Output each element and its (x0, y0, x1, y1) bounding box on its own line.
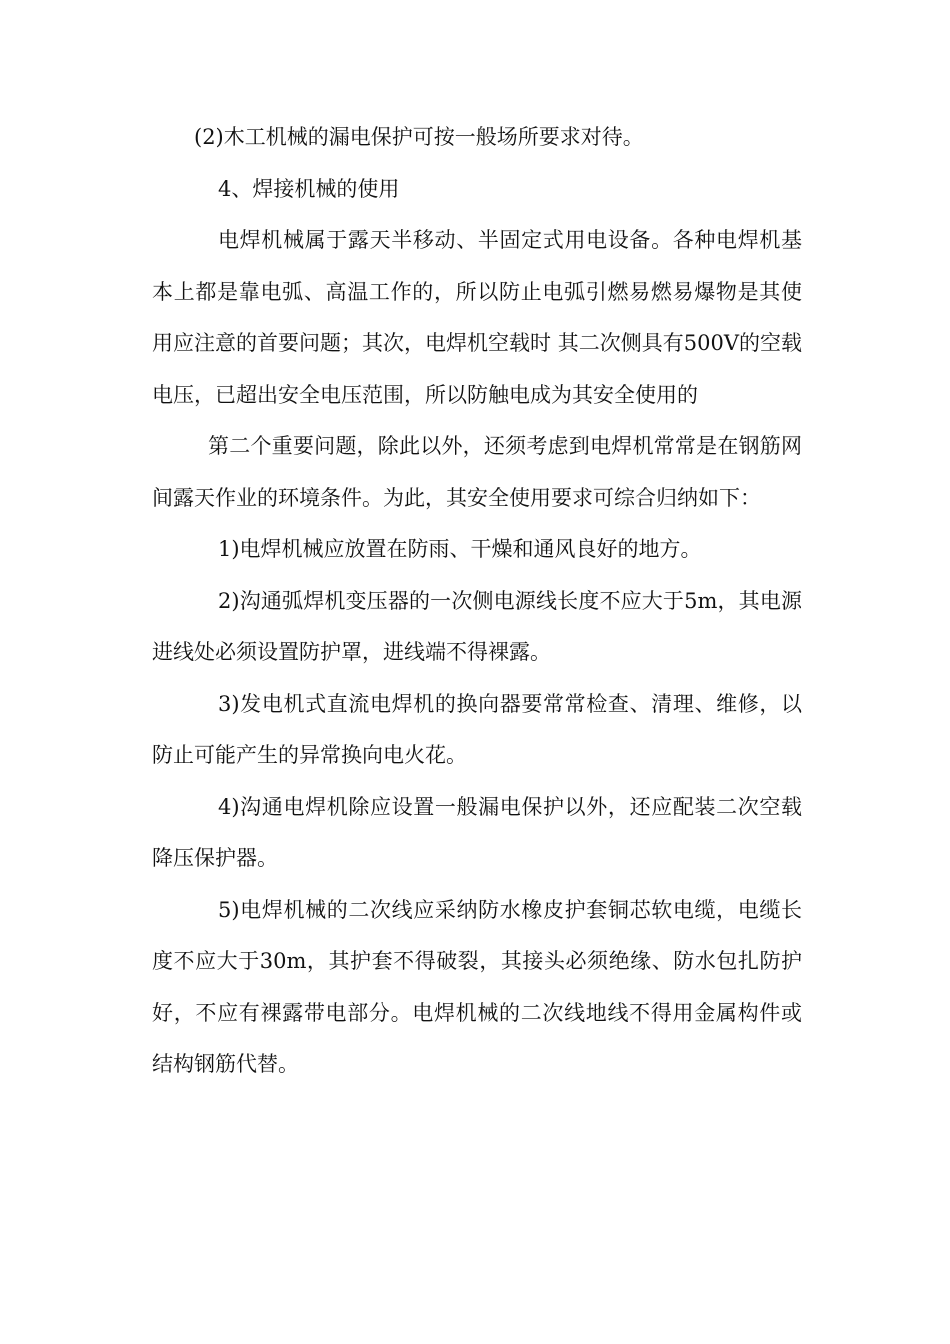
paragraph-woodworking-leakage: (2)木工机械的漏电保护可按一般场所要求对待。 (194, 125, 644, 149)
list-item-1: 1)电焊机械应放置在防雨、干燥和通风良好的地方。 (218, 537, 702, 561)
list-item-2: 2)沟通弧焊机变压器的一次侧电源线长度不应大于5m，其电源进线处必须设置防护罩，进线端不得裸露。 (152, 588, 802, 664)
paragraph-welding-intro: 电焊机械属于露天半移动、半固定式用电设备。各种电焊机基本上都是靠电弧、高温工作的，所以防止电弧引燃易燃易爆物是其使用应注意的首要问题；其次，电焊机空载时 其二次侧具有500V的空载电压，已超出安全电压范围，所以防触电成为其安全使用的 (152, 228, 802, 407)
list-item-5: 5)电焊机械的二次线应采纳防水橡皮护套铜芯软电缆，电缆长度不应大于30m，其护套不得破裂，其接头必须绝缘、防水包扎防护好，不应有裸露带电部分。电焊机械的二次线地线不得用金属构件或结构钢筋代替。 (152, 897, 802, 1076)
document-body (152, 112, 802, 1091)
section-heading-welding: 4、焊接机械的使用 (218, 176, 400, 201)
list-item-4: 4)沟通电焊机除应设置一般漏电保护以外，还应配装二次空载降压保护器。 (152, 794, 802, 870)
paragraph-second-issue: 第二个重要问题，除此以外，还须考虑到电焊机常常是在钢筋网间露天作业的环境条件。为此，其安全使用要求可综合归纳如下： (152, 434, 802, 510)
list-item-3: 3)发电机式直流电焊机的换向器要常常检查、清理、维修，以防止可能产生的异常换向电火花。 (152, 691, 802, 767)
